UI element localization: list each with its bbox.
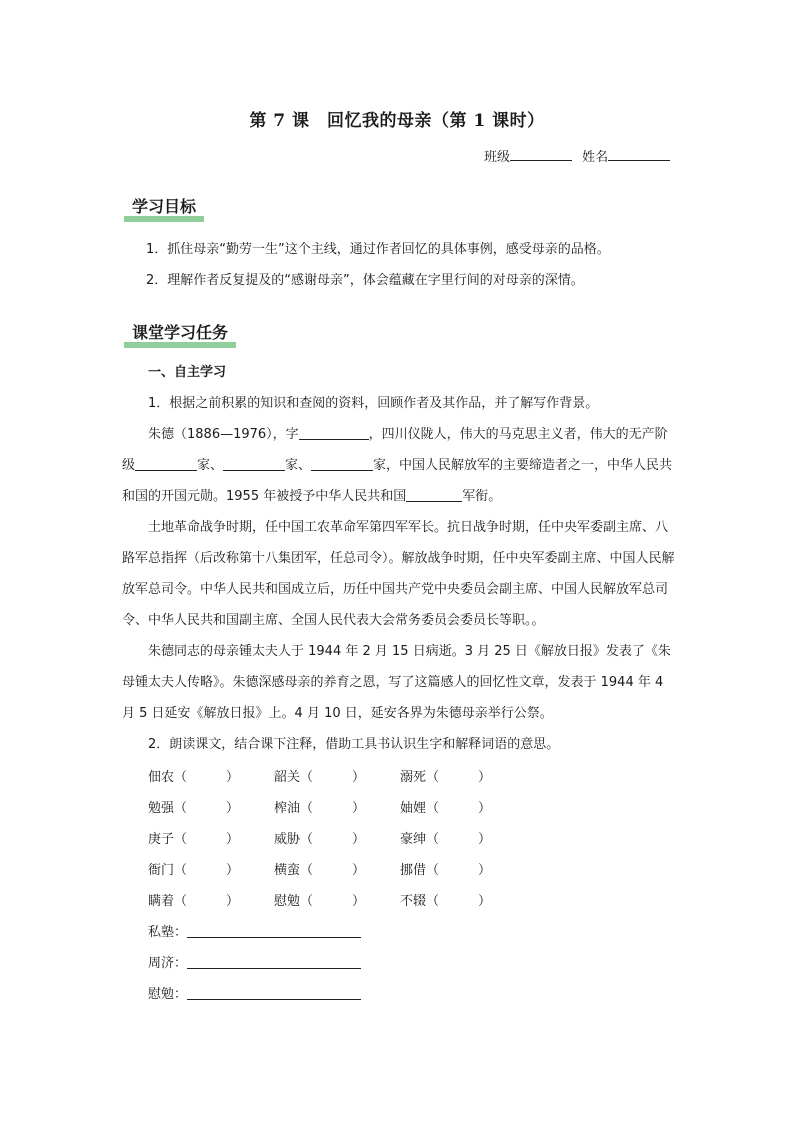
vocab-item[interactable]: 榨油（ ） bbox=[274, 801, 366, 816]
vocab-row bbox=[148, 855, 526, 886]
vocab-row bbox=[148, 762, 526, 793]
heading-highlight bbox=[124, 216, 204, 222]
goal-item: 1．抓住母亲“勤劳一生”这个主线，通过作者回忆的具体事例，感受母亲的品格。 bbox=[146, 242, 610, 257]
bio-text: 家、 bbox=[285, 458, 312, 473]
vocab-item[interactable]: 妯娌（ ） bbox=[400, 801, 492, 816]
vocab-item[interactable]: 不辍（ ） bbox=[400, 894, 492, 909]
author-bio bbox=[122, 419, 678, 512]
name-label: 姓名 bbox=[582, 150, 609, 165]
definition-row bbox=[148, 917, 526, 948]
vocab-item[interactable]: 横蛮（ ） bbox=[274, 863, 366, 878]
definition-term: 私塾： bbox=[148, 925, 188, 940]
class-name-line bbox=[484, 146, 670, 165]
blank-title-3[interactable] bbox=[311, 454, 373, 471]
blank-title-1[interactable] bbox=[135, 454, 197, 471]
vocab-item[interactable]: 威胁（ ） bbox=[274, 832, 366, 847]
vocab-row bbox=[148, 824, 526, 855]
blank-courtesy-name[interactable] bbox=[299, 423, 369, 440]
definition-blank[interactable] bbox=[187, 983, 361, 1000]
definition-blank[interactable] bbox=[187, 921, 361, 938]
bio-text: 家、 bbox=[197, 458, 224, 473]
bio-text: 家，中国人民解放军的主要缔造者之一，中华人民共和国的开国元勋。1955 年被授予中华人民共和国 bbox=[122, 458, 673, 504]
vocab-item[interactable]: 挪借（ ） bbox=[400, 863, 492, 878]
name-blank[interactable] bbox=[608, 146, 670, 161]
subheading-self-study: 一、自主学习 bbox=[148, 365, 227, 380]
author-career: 土地革命战争时期，任中国工农革命军第四军军长。抗日战争时期，任中央军委副主席、八路军总指挥（后改称第十八集团军，任总司令）。解放战争时期，任中央军委副主席、中国人民解放军总司令。中华人民共和国成立后，历任中国共产党中央委员会副主席、中国人民解放军总司令、中华人民共和国副主席、全国人民代表大会常务委员会委员长等职。。 bbox=[122, 520, 675, 628]
vocab-item[interactable]: 溺死（ ） bbox=[400, 770, 492, 785]
bio-text: 军衔。 bbox=[462, 489, 502, 504]
definition-row bbox=[148, 948, 526, 979]
class-label: 班级 bbox=[484, 150, 511, 165]
vocab-item[interactable]: 豪绅（ ） bbox=[400, 832, 492, 847]
self-study-block bbox=[122, 357, 678, 760]
vocab-grid bbox=[148, 762, 526, 1010]
goal-item: 2．理解作者反复提及的“感谢母亲”，体会蕴藏在字里行间的对母亲的深情。 bbox=[146, 273, 584, 288]
vocab-item[interactable]: 衙门（ ） bbox=[148, 863, 240, 878]
definition-term: 慰勉： bbox=[148, 987, 188, 1002]
goals-list bbox=[146, 234, 686, 296]
definition-term: 周济： bbox=[148, 956, 188, 971]
definition-row bbox=[148, 979, 526, 1010]
heading-highlight bbox=[124, 342, 236, 348]
question-2: 2．朗读课文，结合课下注释，借助工具书认识生字和解释词语的意思。 bbox=[148, 737, 560, 752]
vocab-item[interactable]: 庚子（ ） bbox=[148, 832, 240, 847]
bio-text: ，四川仪陇人，伟大的马克思主义者，伟大的无产阶级 bbox=[122, 427, 668, 473]
vocab-row bbox=[148, 886, 526, 917]
vocab-item[interactable]: 勉强（ ） bbox=[148, 801, 240, 816]
definition-blank[interactable] bbox=[187, 952, 361, 969]
writing-background: 朱德同志的母亲锺太夫人于 1944 年 2 月 15 日病逝。3 月 25 日《解放日报》发表了《朱母锺太夫人传略》。朱德深感母亲的养育之恩，写了这篇感人的回忆性文章，发表于 1944 年 4 月 5 日延安《解放日报》上。4 月 10 日，延安各界为朱德母亲举行公祭。 bbox=[122, 644, 671, 721]
vocab-item[interactable]: 佃农（ ） bbox=[148, 770, 240, 785]
vocab-item[interactable]: 瞒着（ ） bbox=[148, 894, 240, 909]
section-heading-goals bbox=[124, 194, 204, 219]
class-blank[interactable] bbox=[510, 146, 572, 161]
section-heading-tasks bbox=[124, 320, 236, 345]
blank-rank[interactable] bbox=[406, 485, 462, 502]
question-1: 1．根据之前积累的知识和查阅的资料，回顾作者及其作品，并了解写作背景。 bbox=[148, 396, 599, 411]
blank-title-2[interactable] bbox=[223, 454, 285, 471]
vocab-item[interactable]: 韶关（ ） bbox=[274, 770, 366, 785]
page-title: 第 7 课 回忆我的母亲（第 1 课时） bbox=[249, 111, 545, 131]
section-heading-goals-text: 学习目标 bbox=[132, 197, 197, 216]
bio-text: 朱德（1886—1976），字 bbox=[148, 427, 299, 442]
section-heading-tasks-text: 课堂学习任务 bbox=[132, 323, 229, 342]
vocab-row bbox=[148, 793, 526, 824]
vocab-item[interactable]: 慰勉（ ） bbox=[274, 894, 366, 909]
